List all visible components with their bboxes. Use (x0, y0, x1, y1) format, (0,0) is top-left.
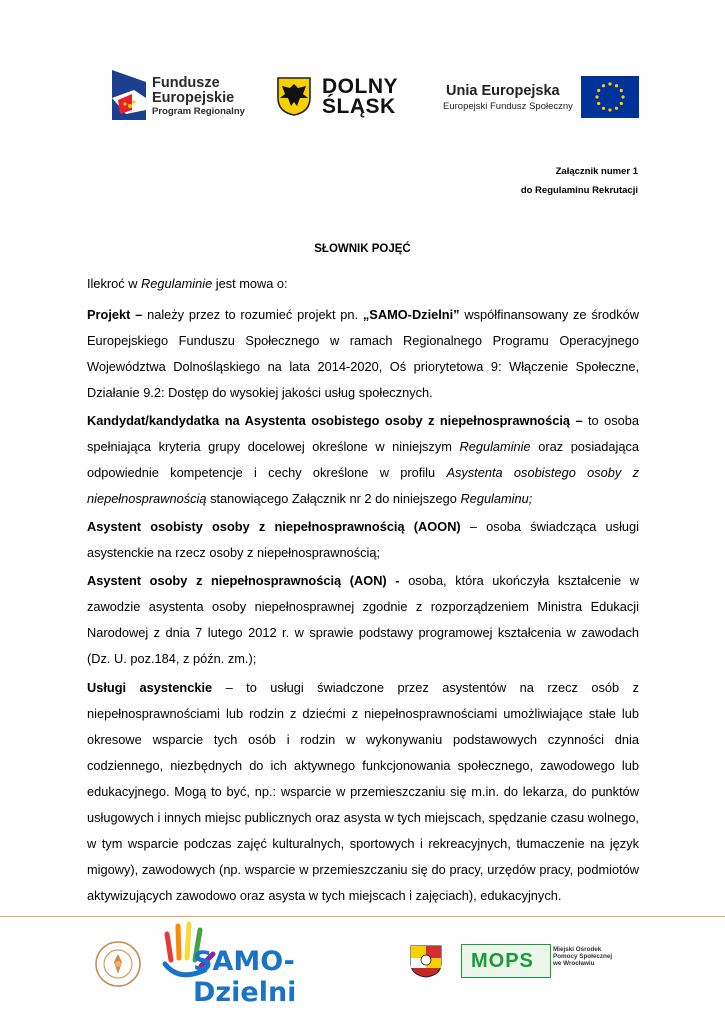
fe-flag-icon (112, 70, 146, 120)
eu-flag-icon (581, 76, 639, 118)
definition-term: Asystent osoby z niepełnosprawnością (AON) - (87, 573, 400, 588)
wroclaw-crest-icon (409, 944, 443, 978)
mops-subtitle-line: Miejski Ośrodek (553, 946, 602, 953)
wroclaw-crest (409, 944, 443, 978)
definition-italic: Regulaminu; (460, 491, 533, 506)
foundation-seal-icon (94, 940, 142, 988)
ds-logo-line2: ŚLĄSK (322, 95, 396, 118)
definition-text: współfinansowany ze środków Europejskiego Funduszu Społecznego w ramach Regionalnego Programu Operacyjnego Województwa Dolnośląskiego na lata 2014-2020, Oś priorytetowa 9: Włączenie Społeczne, Działanie 9.2: Dostęp do wysokiej jakości usług społecznych. (87, 307, 639, 400)
definition-term: Projekt – (87, 307, 143, 322)
intro-italic: Regulaminie (141, 276, 213, 291)
annex-reference: do Regulaminu Rekrutacji (520, 185, 638, 196)
mops-subtitle (553, 946, 613, 968)
definition-text: stanowiącego Załącznik nr 2 do niniejszego (206, 491, 461, 506)
definition-projekt (87, 302, 639, 406)
definition-text: osoba, która ukończyła kształcenie w zawodzie asystenta osoby niepełnosprawnej zgodnie z rozporządzeniem Ministra Edukacji Narodowej z dnia 7 lutego 2012 r. w sprawie podstawy programowej kształcenia w zawodach (Dz. U. poz.184, z późn. zm.); (87, 573, 639, 666)
ds-logo-line1: DOLNY (322, 75, 398, 98)
intro-text: Ilekroć w (87, 276, 142, 291)
definition-term: Asystent osobisty osoby z niepełnosprawnością (AOON) (87, 519, 461, 534)
dolny-slask-logo (276, 74, 406, 119)
definition-text: – to usługi świadczone przez asystentów na rzecz osób z niepełnosprawnościami lub rodzin z dziećmi z niepełnosprawnościami umożliwiające stałe lub okresowe wsparcie tych osób i rodzin w wykonywaniu podstawowych czynności dnia codziennego, niezbędnych do ich aktywnego funkcjonowania społecznego, zawodowego lub edukacyjnego. Mogą to być, np.: wsparcie w przemieszczaniu się m.in. do lekarza, do punktów usługowych i innych miejsc publicznych oraz asysta w tych miejscach, spędzanie czasu wolnego, w tym wsparcie podczas zajęć kulturalnych, sportowych i rekreacyjnych, tłumaczenie na język migowy), zawodowych (np. wsparcie w przemieszczaniu się do pracy, urzędów pracy, podmiotów aktywizujących zawodowo oraz asysta w tych miejscach i zajęciach), edukacyjnych. (87, 680, 639, 903)
definition-italic: Regulaminie (459, 439, 531, 454)
fe-logo-line1: Fundusze (152, 75, 220, 91)
definition-text: – osoba świadcząca usługi asystenckie na rzecz osoby z niepełnosprawnością; (87, 519, 639, 560)
definition-text: oraz posiadająca odpowiednie kompetencje i cechy określone w profilu (87, 439, 639, 480)
definition-uslugi-asystenckie (87, 675, 639, 909)
eu-logo-line2: Europejski Fundusz Społeczny (443, 101, 573, 112)
definition-text: to osoba spełniająca kryteria grupy docelowej określone w niniejszym (87, 413, 639, 454)
samo-dzielni-logo (157, 920, 387, 1008)
foundation-logo (94, 940, 142, 988)
definition-aoon (87, 514, 639, 566)
mops-subtitle-line: Pomocy Społecznej (553, 953, 613, 961)
definition-term: Usługi asystenckie (87, 680, 213, 695)
definition-text: należy przez to rozumieć projekt pn. (142, 307, 363, 322)
definition-italic: Asystenta osobistego osoby z niepełnosprawnością (87, 465, 639, 506)
project-name: „SAMO-Dzielni” (362, 307, 460, 322)
dolny-slask-eagle-icon (276, 76, 312, 116)
definition-term: Kandydat/kandydatka na Asystenta osobistego osoby z niepełnosprawnością – (87, 413, 583, 428)
fe-logo-line2: Europejskie (152, 90, 235, 106)
unia-europejska-logo (440, 76, 640, 120)
mops-logo-text: MOPS (471, 950, 534, 972)
intro-text-end: jest mowa o: (212, 276, 288, 291)
document-title: SŁOWNIK POJĘĆ (314, 243, 411, 255)
fundusze-europejskie-logo (112, 70, 262, 120)
annex-number: Załącznik numer 1 (555, 166, 638, 177)
definition-aon (87, 568, 639, 672)
mops-logo (461, 944, 611, 978)
eu-logo-line1: Unia Europejska (446, 83, 560, 99)
fe-logo-line3: Program Regionalny (152, 106, 245, 117)
intro-paragraph (87, 271, 639, 297)
samo-logo-text: SAMO-Dzielni (193, 946, 297, 1008)
mops-subtitle-line: we Wrocławiu (553, 960, 595, 968)
definition-kandydat (87, 408, 639, 512)
footer-divider (0, 916, 725, 917)
